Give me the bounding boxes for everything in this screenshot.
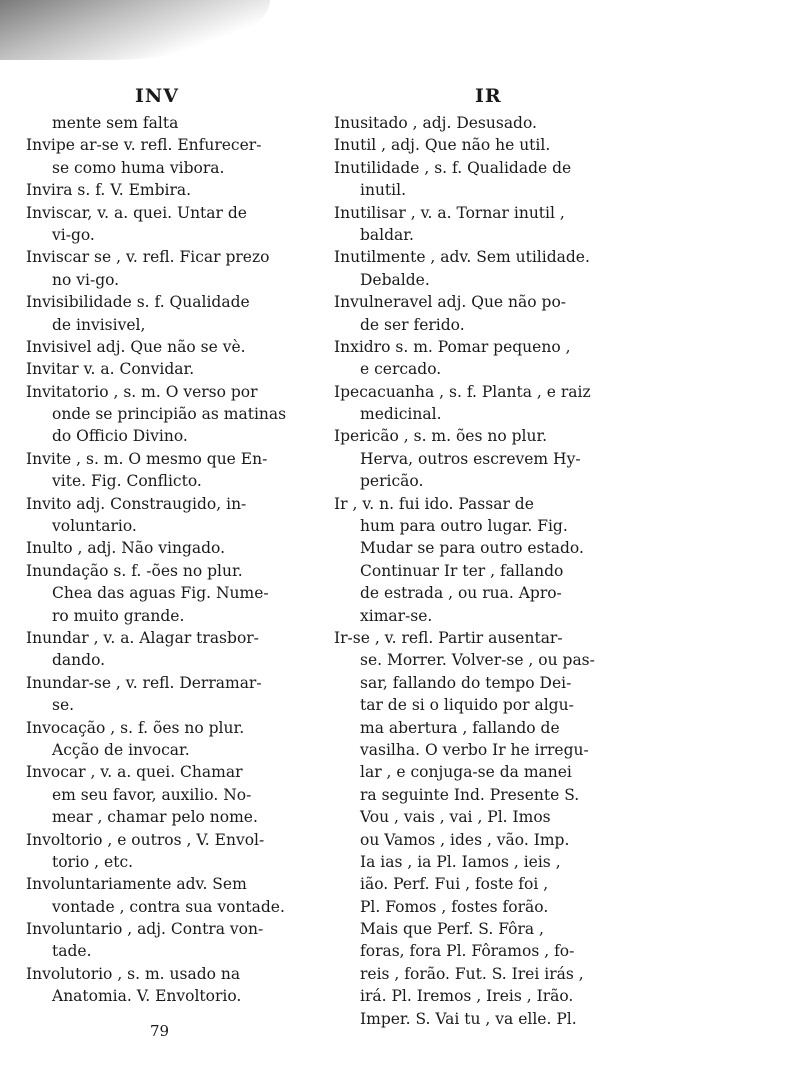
page-number: 79 (150, 1022, 170, 1040)
dictionary-line: se. Morrer. Volver-se , ou pas- (360, 651, 595, 670)
dictionary-line: de invisivel, (52, 315, 146, 334)
left-running-header: INV (135, 85, 179, 107)
dictionary-line: Vou , vais , vai , Pl. Imos (360, 808, 551, 827)
dictionary-line: ma abertura , fallando de (360, 718, 560, 737)
dictionary-line: Mais que Perf. S. Fôra , (360, 920, 544, 939)
dictionary-line: Ia ias , ia Pl. Iamos , ieis , (360, 852, 561, 871)
dictionary-line: irá. Pl. Iremos , Ireis , Irão. (360, 987, 574, 1006)
dictionary-line: tade. (52, 942, 92, 961)
dictionary-line: Invisibilidade s. f. Qualidade (26, 293, 250, 312)
dictionary-line: Continuar Ir ter , fallando (360, 561, 564, 580)
dictionary-line: Involutorio , s. m. usado na (26, 964, 241, 983)
dictionary-line: Imper. S. Vai tu , va elle. Pl. (360, 1009, 577, 1028)
dictionary-line: mear , chamar pelo nome. (52, 808, 258, 827)
dictionary-line: Anatomia. V. Envoltorio. (52, 987, 242, 1006)
dictionary-line: se como huma vibora. (52, 158, 225, 177)
dictionary-line: ou Vamos , ides , vão. Imp. (360, 830, 570, 849)
dictionary-line: Invocação , s. f. ões no plur. (26, 718, 245, 737)
dictionary-line: Invipe ar-se v. refl. Enfurecer- (26, 136, 262, 155)
dictionary-line: sar, fallando do tempo Dei- (360, 673, 572, 692)
dictionary-line: no vi-go. (52, 270, 120, 289)
dictionary-line: Invocar , v. a. quei. Chamar (26, 763, 243, 782)
dictionary-line: do Officio Divino. (52, 427, 188, 446)
dictionary-line: Inundar , v. a. Alagar trasbor- (26, 628, 259, 647)
dictionary-line: Acção de invocar. (52, 740, 190, 759)
dictionary-line: Inutilisar , v. a. Tornar inutil , (334, 203, 565, 222)
dictionary-line: voluntario. (52, 517, 137, 536)
dictionary-line: lar , e conjuga-se da manei (360, 763, 572, 782)
dictionary-line: ra seguinte Ind. Presente S. (360, 785, 580, 804)
left-column (26, 112, 321, 1008)
dictionary-line: Invitar v. a. Convidar. (26, 360, 195, 379)
dictionary-line: Inulto , adj. Não vingado. (26, 539, 226, 558)
dictionary-line: Invitatorio , s. m. O verso por (26, 382, 258, 401)
dictionary-line: Ipecacuanha , s. f. Planta , e raiz (334, 382, 591, 401)
dictionary-line: reis , forão. Fut. S. Irei irás , (360, 964, 584, 983)
dictionary-line: Involuntariamente adv. Sem (26, 875, 247, 894)
right-column (334, 112, 664, 1030)
dictionary-line: mente sem falta (52, 114, 179, 132)
dictionary-line: Invito adj. Constraugido, in- (26, 494, 247, 513)
dictionary-line: de ser ferido. (360, 315, 465, 334)
dictionary-line: ximar-se. (360, 606, 433, 625)
dictionary-line: baldar. (360, 225, 414, 244)
dictionary-line: Inviscar, v. a. quei. Untar de (26, 203, 247, 222)
dictionary-line: torio , etc. (52, 852, 134, 871)
dictionary-line: Mudar se para outro estado. (360, 539, 584, 558)
dictionary-line: Inxidro s. m. Pomar pequeno , (334, 337, 571, 356)
dictionary-line: de estrada , ou rua. Apro- (360, 584, 562, 603)
dictionary-line: Pl. Fomos , fostes forão. (360, 897, 549, 916)
dictionary-line: e cercado. (360, 360, 442, 379)
dictionary-line: Invulneravel adj. Que não po- (334, 293, 567, 312)
dictionary-line: vi-go. (52, 225, 95, 244)
dictionary-line: vasilha. O verbo Ir he irregu- (360, 740, 589, 759)
dictionary-line: Debalde. (360, 270, 430, 289)
dictionary-line: Invite , s. m. O mesmo que En- (26, 449, 268, 468)
dictionary-line: Ir , v. n. fui ido. Passar de (334, 494, 534, 513)
dictionary-line: Inusitado , adj. Desusado. (334, 114, 537, 132)
dictionary-line: Invira s. f. V. Embira. (26, 181, 192, 200)
scan-shadow (0, 0, 270, 60)
dictionary-line: Inutilmente , adv. Sem utilidade. (334, 248, 590, 267)
dictionary-line: Inutil , adj. Que não he util. (334, 136, 551, 155)
dictionary-line: se. (52, 696, 75, 715)
dictionary-line: Invisivel adj. Que não se vè. (26, 337, 246, 356)
right-running-header: IR (475, 85, 502, 107)
dictionary-line: foras, fora Pl. Fôramos , fo- (360, 942, 575, 961)
dictionary-line: Inutilidade , s. f. Qualidade de (334, 158, 572, 177)
dictionary-line: Involuntario , adj. Contra von- (26, 920, 264, 939)
dictionary-line: em seu favor, auxilio. No- (52, 785, 252, 804)
dictionary-line: onde se principião as matinas (52, 405, 287, 424)
dictionary-line: ro muito grande. (52, 606, 185, 625)
dictionary-line: medicinal. (360, 405, 442, 424)
dictionary-line: Inviscar se , v. refl. Ficar prezo (26, 248, 270, 267)
dictionary-line: Ipericão , s. m. ões no plur. (334, 427, 548, 446)
dictionary-line: Involtorio , e outros , V. Envol- (26, 830, 265, 849)
dictionary-line: vite. Fig. Conflicto. (52, 472, 202, 491)
dictionary-line: dando. (52, 651, 106, 670)
dictionary-line: Inundar-se , v. refl. Derramar- (26, 673, 262, 692)
dictionary-line: pericão. (360, 472, 424, 491)
dictionary-line: Inundação s. f. -ões no plur. (26, 561, 243, 580)
dictionary-line: hum para outro lugar. Fig. (360, 517, 568, 536)
dictionary-line: Ir-se , v. refl. Partir ausentar- (334, 628, 563, 647)
dictionary-line: Chea das aguas Fig. Nume- (52, 584, 269, 603)
dictionary-line: tar de si o liquido por algu- (360, 696, 574, 715)
dictionary-line: vontade , contra sua vontade. (52, 897, 285, 916)
dictionary-line: inutil. (360, 181, 406, 200)
dictionary-line: ião. Perf. Fui , foste foi , (360, 875, 549, 894)
dictionary-line: Herva, outros escrevem Hy- (360, 449, 581, 468)
